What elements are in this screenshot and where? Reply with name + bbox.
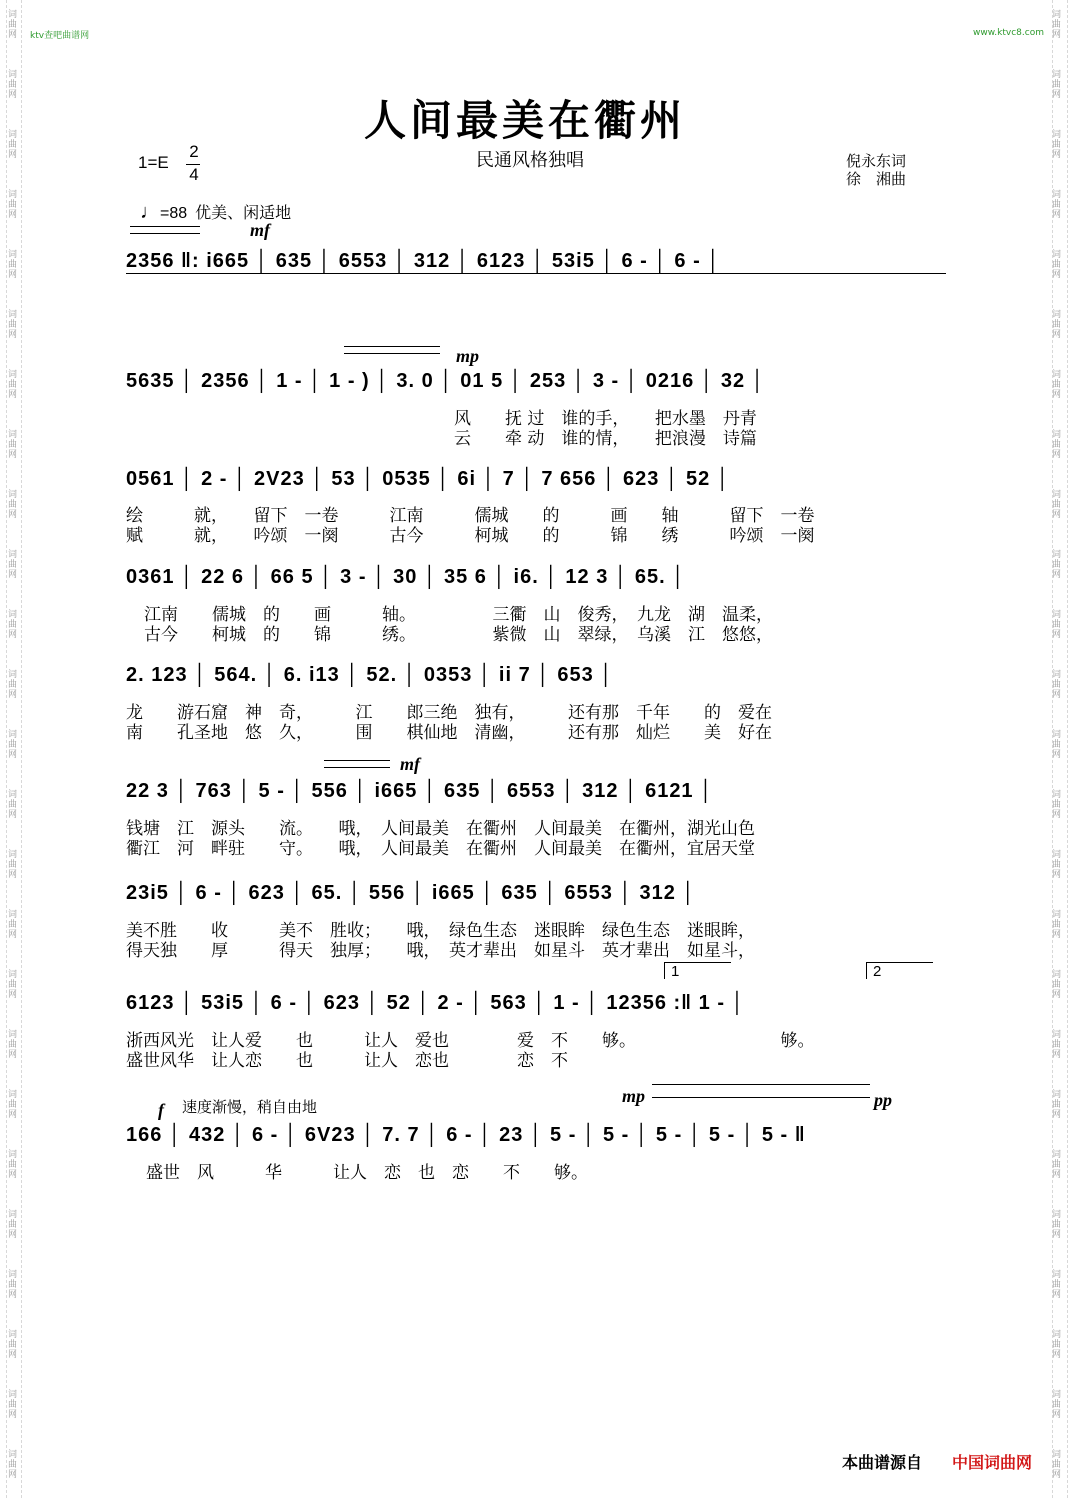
lyrics-row-2-verse-2: 云 牵 动 谁的情， 把浪漫 诗篇	[454, 429, 757, 449]
dynamic-mf: mf	[250, 220, 270, 240]
song-title: 人间最美在衢州	[363, 96, 686, 145]
side-watermark-glyph: 词 曲 网	[8, 910, 18, 940]
quarter-note-icon: ♩	[140, 201, 160, 223]
dynamic-pp: pp	[874, 1090, 892, 1110]
side-watermark-glyph: 词 曲 网	[8, 70, 18, 100]
lyricist-credit: 倪永东词	[846, 152, 907, 170]
notes-row-5: 2. 123 │ 564. │ 6. i13 │ 52. │ 0353 │ ii 7 │ 653 │	[126, 664, 614, 686]
song-subtitle: 民通风格独唱	[476, 150, 584, 171]
side-watermark-glyph: 词 曲 网	[1052, 970, 1062, 1000]
lyrics-row-5-verse-2: 南 孔圣地 悠 久， 围 棋仙地 清幽， 还有那 灿烂 美 好在	[126, 723, 772, 743]
side-watermark-glyph: 词 曲 网	[8, 430, 18, 460]
side-watermark-glyph: 词 曲 网	[1052, 250, 1062, 280]
side-watermark-glyph: 词 曲 网	[8, 490, 18, 520]
side-watermark-glyph: 词 曲 网	[1052, 430, 1062, 460]
lyrics-row-3-verse-2: 赋 就， 吟颂 一阕 古今 柯城 的 锦 绣 吟颂 一阕	[126, 526, 815, 546]
side-watermark-glyph: 词 曲 网	[8, 970, 18, 1000]
side-watermark-glyph: 词 曲 网	[1052, 1150, 1062, 1180]
side-watermark-glyph: 词 曲 网	[8, 1450, 18, 1480]
dynamic-mp-2: mp	[622, 1086, 646, 1106]
time-signature-top: 2	[189, 142, 199, 161]
lyrics-row-5-verse-1: 龙 游石窟 神 奇， 江 郎三绝 独有， 还有那 千年 的 爱在	[126, 703, 772, 723]
dynamic-mf-2: mf	[400, 754, 420, 774]
side-watermark-glyph: 词 曲 网	[1052, 910, 1062, 940]
tempo-value: =88	[160, 205, 188, 222]
side-watermark-glyph: 词 曲 网	[1052, 70, 1062, 100]
side-watermark-glyph: 词 曲 网	[1052, 790, 1062, 820]
side-watermark-glyph: 词 曲 网	[8, 130, 18, 160]
side-watermark-glyph: 词 曲 网	[1052, 1390, 1062, 1420]
notes-row-6: 22 3 │ 763 │ 5 - │ 556 │ i665 │ 635 │ 6553 │ 312 │ 6121 │	[126, 780, 714, 802]
notes-row-1: 2356 ‖: i665 │ 635 │ 6553 │ 312 │ 6123 │ 53i5 │ 6 - │ 6 - │	[126, 250, 721, 272]
decrescendo-hairpin-2	[652, 1084, 870, 1098]
first-ending-bracket: 1	[664, 962, 731, 979]
side-watermark-glyph: 词 曲 网	[1052, 310, 1062, 340]
lyrics-row-4-verse-2: 古今 柯城 的 锦 绣。 紫微 山 翠绿， 乌溪 江 悠悠，	[144, 625, 773, 645]
time-signature-bottom: 4	[189, 165, 199, 184]
expression-slowdown: 速度渐慢，稍自由地	[182, 1098, 318, 1116]
side-watermark-glyph: 词 曲 网	[8, 190, 18, 220]
crescendo-hairpin	[130, 226, 200, 234]
side-watermark-glyph: 词 曲 网	[1052, 10, 1062, 40]
composer-credit: 徐 湘曲	[846, 170, 907, 188]
side-watermark-glyph: 词 曲 网	[8, 250, 18, 280]
side-watermark-glyph: 词 曲 网	[8, 370, 18, 400]
side-watermark-glyph: 词 曲 网	[1052, 190, 1062, 220]
side-watermark-glyph: 词 曲 网	[1052, 730, 1062, 760]
dynamic-mp: mp	[456, 346, 480, 366]
side-watermark-glyph: 词 曲 网	[1052, 370, 1062, 400]
side-watermark-glyph: 词 曲 网	[8, 10, 18, 40]
source-label: 本曲谱源自	[842, 1453, 923, 1472]
dynamic-f: f	[158, 1100, 164, 1120]
side-watermark-glyph: 词 曲 网	[8, 550, 18, 580]
side-watermark-glyph: 词 曲 网	[8, 1330, 18, 1360]
notes-row-8: 6123 │ 53i5 │ 6 - │ 623 │ 52 │ 2 - │ 563 │ 1 - │ 12356 :‖ 1 - │	[126, 992, 746, 1014]
side-watermark-glyph: 词 曲 网	[8, 1150, 18, 1180]
notes-row-2: 5635 │ 2356 │ 1 - │ 1 - ) │ 3. 0 │ 01 5 │ 253 │ 3 - │ 0216 │ 32 │	[126, 370, 766, 392]
site-watermark-left[interactable]: ktv查吧曲谱网	[30, 31, 90, 41]
side-watermark-glyph: 词 曲 网	[8, 610, 18, 640]
crescendo-hairpin-2	[324, 760, 390, 768]
side-watermark-glyph: 词 曲 网	[1052, 550, 1062, 580]
lyrics-row-3-verse-1: 绘 就， 留下 一卷 江南 儒城 的 画 轴 留下 一卷	[126, 506, 815, 526]
lyrics-row-7-verse-1: 美不胜 收 美不 胜收； 哦， 绿色生态 迷眼眸 绿色生态 迷眼眸，	[126, 921, 755, 941]
side-watermark-glyph: 词 曲 网	[8, 1030, 18, 1060]
side-watermark-glyph: 词 曲 网	[1052, 670, 1062, 700]
side-watermark-glyph: 词 曲 网	[8, 310, 18, 340]
underline-row-1	[126, 273, 946, 274]
lyrics-row-9-verse-1: 盛世 风 华 让人 恋 也 恋 不 够。	[146, 1163, 588, 1183]
side-watermark-glyph: 词 曲 网	[8, 850, 18, 880]
side-watermark-glyph: 词 曲 网	[8, 1270, 18, 1300]
side-watermark-glyph: 词 曲 网	[1052, 1090, 1062, 1120]
lyrics-row-4-verse-1: 江南 儒城 的 画 轴。 三衢 山 俊秀， 九龙 湖 温柔，	[144, 605, 773, 625]
side-watermark-glyph: 词 曲 网	[8, 790, 18, 820]
side-watermark-glyph: 词 曲 网	[1052, 850, 1062, 880]
notes-row-3: 0561 │ 2 - │ 2V23 │ 53 │ 0535 │ 6i │ 7 │ 7 656 │ 623 │ 52 │	[126, 468, 731, 490]
side-watermark-glyph: 词 曲 网	[8, 670, 18, 700]
lyrics-row-7-verse-2: 得天独 厚 得天 独厚； 哦， 英才辈出 如星斗 英才辈出 如星斗，	[126, 941, 755, 961]
source-site-link[interactable]: 中国词曲网	[952, 1453, 1033, 1472]
side-watermark-glyph: 词 曲 网	[8, 1390, 18, 1420]
side-watermark-glyph: 词 曲 网	[1052, 130, 1062, 160]
tempo-text: 优美、闲适地	[195, 203, 292, 222]
side-watermark-glyph: 词 曲 网	[1052, 1330, 1062, 1360]
second-ending-bracket: 2	[866, 962, 933, 979]
side-watermark-glyph: 词 曲 网	[8, 730, 18, 760]
lyrics-row-8-verse-1: 浙西风光 让人爱 也 让人 爱也 爱 不 够。 够。	[126, 1031, 815, 1051]
side-watermark-glyph: 词 曲 网	[1052, 1270, 1062, 1300]
notes-row-9: 166 │ 432 │ 6 - │ 6V23 │ 7. 7 │ 6 - │ 23 │ 5 - │ 5 - │ 5 - │ 5 - │ 5 - ‖	[126, 1124, 806, 1146]
side-watermark-glyph: 词 曲 网	[1052, 1210, 1062, 1240]
site-watermark-right[interactable]: www.ktvc8.com	[973, 28, 1044, 38]
side-watermark-glyph: 词 曲 网	[8, 1090, 18, 1120]
side-watermark-glyph: 词 曲 网	[1052, 1030, 1062, 1060]
lyrics-row-8-verse-2: 盛世风华 让人恋 也 让人 恋也 恋 不	[126, 1051, 568, 1071]
lyrics-row-6-verse-1: 钱塘 江 源头 流。 哦， 人间最美 在衢州 人间最美 在衢州，湖光山色	[126, 819, 755, 839]
side-watermark-glyph: 词 曲 网	[1052, 1450, 1062, 1480]
notes-row-4: 0361 │ 22 6 │ 66 5 │ 3 - │ 30 │ 35 6 │ i6. │ 12 3 │ 65. │	[126, 566, 686, 588]
decrescendo-hairpin	[344, 346, 440, 354]
side-watermark-glyph: 词 曲 网	[8, 1210, 18, 1240]
lyrics-row-6-verse-2: 衢江 河 畔驻 守。 哦， 人间最美 在衢州 人间最美 在衢州，宜居天堂	[126, 839, 755, 859]
side-watermark-glyph: 词 曲 网	[1052, 490, 1062, 520]
notes-row-7: 23i5 │ 6 - │ 623 │ 65. │ 556 │ i665 │ 635 │ 6553 │ 312 │	[126, 882, 696, 904]
side-watermark-glyph: 词 曲 网	[1052, 610, 1062, 640]
key-signature: 1=E	[138, 153, 169, 172]
lyrics-row-2-verse-1: 风 抚 过 谁的手， 把水墨 丹青	[454, 409, 757, 429]
